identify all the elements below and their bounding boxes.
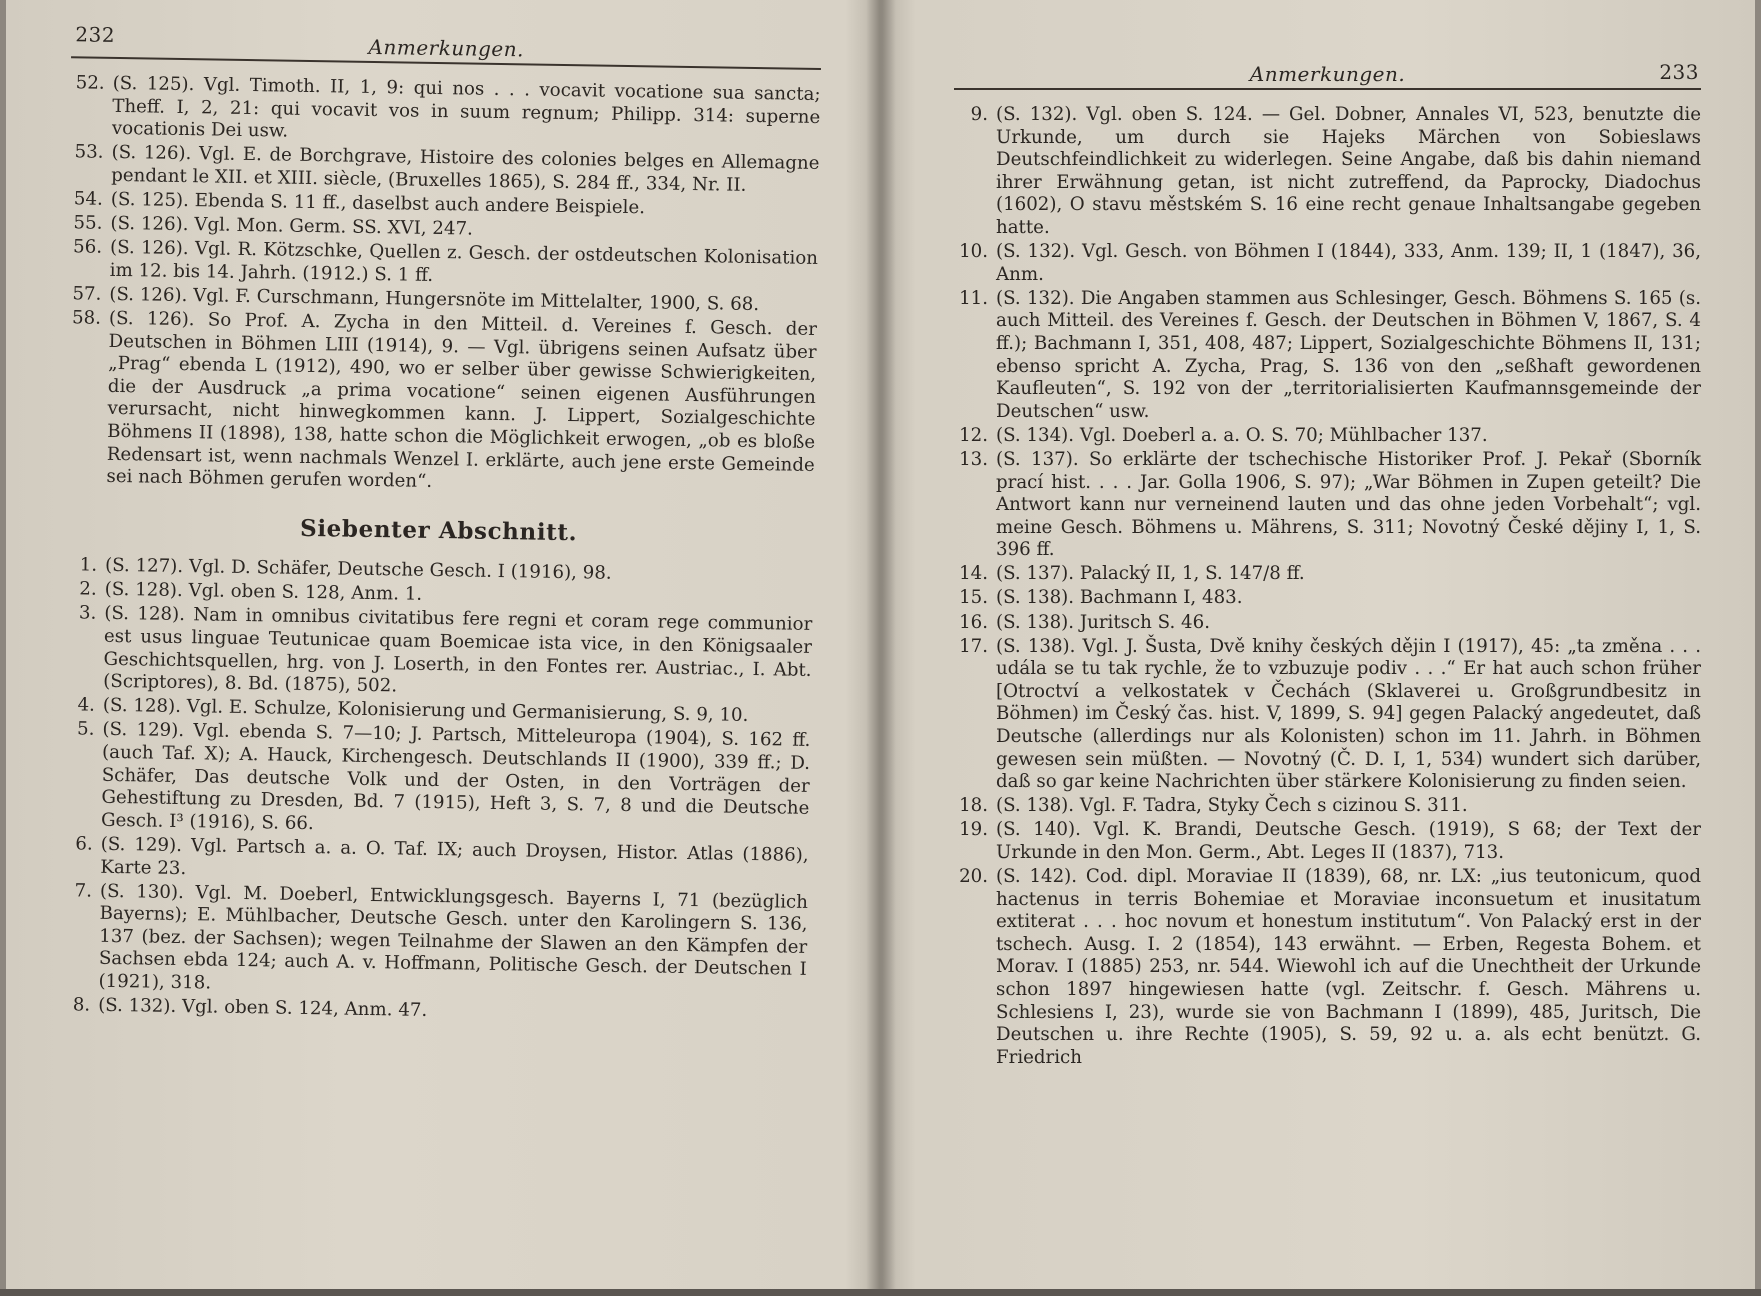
running-title: Anmerkungen.: [1249, 62, 1406, 86]
footnote-text: (S. 142). Cod. dipl. Moraviae II (1839), 68, nr. LX: „ius teutonicum, quod hactenus in terris Bohemiae et Moraviae inconsuetum et inusitatum extiterat . . . hoc novum et honestum institutum“. Von Palacký erst in der tschech. Ausg. I. 2 (1854), 143 erwähnt. — Erben, Regesta Bohem. et Morav. I (1885) 253, nr. 544. Wiewohl ich auf die Unechtheit der Urkunde schon 1897 hingewiesen hatte (vgl. Zeitschr. f. Gesch. Mährens u. Schlesiens I, 23), wurde sie von Bachmann I (1899), 485, Juritsch, Die Deutschen u. ihre Rechte (1905), S. 59, 92 u. a. als echt benützt. G. Friedrich: [996, 866, 1701, 1068]
footnote-number: 19.: [959, 819, 988, 841]
section-heading: Siebenter Abschnitt.: [299, 514, 578, 546]
footnote-text: (S. 138). Vgl. J. Šusta, Dvě knihy českých dějin I (1917), 45: „ta změna . . . udála se tu tak rychle, že to vzbuzuje podiv . . .“ Er hat auch schon früher [Otroctví a velkostatek v Čechách (Sklaverei u. Großgrundbesitz in Böhmen) im Český čas. hist. V, 1899, S. 94] gegen Palacký angedeutet, daß Deutsche (allerdings nur als Kolonisten) schon im 11. Jahrh. in Böhmen gewesen sein müßten. — Novotný (Č. D. I, 1, 534) wundert sich darüber, daß so gar keine Nachrichten über stärkere Kolonisierung zu finden seien.: [996, 635, 1701, 793]
footnote-text: (S. 138). Juritsch S. 46.: [996, 611, 1210, 633]
footnote: [954, 104, 1701, 240]
footnote-number: 58.: [71, 307, 102, 329]
notes-list: [954, 104, 1701, 1069]
footnote: [954, 866, 1701, 1069]
footnote-number: 20.: [959, 866, 988, 888]
footnote: [954, 425, 1701, 448]
footnote-text: (S. 138). Vgl. F. Tadra, Styky Čech s cizinou S. 311.: [996, 795, 1468, 817]
page-number: 232: [75, 22, 116, 47]
footnote-number: 15.: [959, 587, 988, 609]
footnote-text: (S. 128). Vgl. E. Schulze, Kolonisierung und Germanisierung, S. 9, 10.: [102, 695, 749, 727]
footnote: [954, 612, 1701, 635]
footnote-text: (S. 137). Palacký II, 1, S. 147/8 ff.: [996, 563, 1305, 585]
footnote-number: 57.: [72, 283, 102, 305]
footnote-text: (S. 125). Ebenda S. 11 ff., daselbst auch andere Beispiele.: [110, 188, 646, 219]
footnote-number: 2.: [79, 578, 97, 601]
footnote-text: (S. 137). So erklärte der tschechische Historiker Prof. J. Pekař (Sborník prací hist. . . . Jar. Golla 1906, S. 97); „War Böhmen in Zupen geteilt? Die Antwort kann nur verneinend lauten und das ohne jeden Vorbehalt“; vgl. meine Gesch. Böhmens u. Mährens, S. 311; Novotný České dějiny I, 1, S. 396 ff.: [996, 448, 1701, 561]
footnote-number: 55.: [73, 212, 103, 234]
notes-list: [64, 72, 820, 499]
footnote-text: (S. 130). Vgl. M. Doeberl, Entwicklungsgesch. Bayerns I, 71 (bezüglich Bayerns); E. Mühlbacher, Deutsche Gesch. unter den Karolingern S. 136, 137 (bez. der Sachsen); wegen Teilnahme der Slawen an den Kämpfen der Sachsen ebda 124; auch A. v. Hoffmann, Politische Gesch. der Deutschen I (1921), 318.: [98, 880, 809, 994]
footnote-number: 9.: [970, 104, 988, 125]
footnote: [954, 288, 1701, 424]
footnote-text: (S. 132). Vgl. oben S. 124, Anm. 47.: [98, 994, 428, 1021]
footnote-text: (S. 138). Bachmann I, 483.: [996, 587, 1243, 609]
footnote-number: 8.: [72, 994, 91, 1016]
footnote: [64, 307, 817, 500]
footnote: [954, 795, 1701, 818]
footnote-number: 16.: [959, 611, 988, 633]
notes-block: [954, 104, 1701, 1069]
footnote-text: (S. 126). Vgl. R. Kötzschke, Quellen z. Gesch. der ostdeutschen Kolonisation im 12. bis 14. Jahrh. (1912.) S. 1 ff.: [109, 237, 819, 286]
footnote-text: (S. 128). Nam in omnibus civitatibus fere regni et coram rege communior est usus linguae Teutunicae quam Boemicae ista vice, in den Königsaaler Geschichtsquellen, hrg. von J. Loserth, in den Fontes rer. Austriac., I. Abt. (Scriptores), 8. Bd. (1875), 502.: [103, 603, 813, 697]
footnote-number: 3.: [78, 602, 97, 625]
footnote-text: (S. 129). Vgl. Partsch a. a. O. Taf. IX; auch Droysen, Histor. Atlas (1886), Karte 23.: [100, 833, 809, 879]
footnote: [954, 636, 1701, 794]
footnote-text: (S. 140). Vgl. K. Brandi, Deutsche Gesch. (1919), S 68; der Text der Urkunde in den Mon. Germ., Abt. Leges II (1837), 713.: [996, 819, 1701, 863]
footnote-text: (S. 132). Vgl. Gesch. von Böhmen I (1844), 333, Anm. 139; II, 1 (1847), 36, Anm.: [996, 241, 1701, 285]
footnote: [70, 72, 821, 152]
page-number: 233: [1659, 60, 1699, 84]
right-running-head: [954, 48, 1701, 88]
footnote-number: 53.: [74, 141, 104, 164]
footnote-number: 52.: [75, 72, 105, 94]
footnote-number: 10.: [959, 241, 988, 263]
footnote-text: (S. 134). Vgl. Doeberl a. a. O. S. 70; Mühlbacher 137.: [996, 424, 1488, 446]
right-page: [880, 0, 1761, 1289]
notes-list: [56, 554, 813, 1028]
footnote-number: 17.: [959, 635, 988, 657]
footnote-text: (S. 126). Vgl. F. Curschmann, Hungersnöte im Mittelalter, 1900, S. 68.: [109, 283, 760, 315]
running-title: Anmerkungen.: [368, 34, 525, 62]
footnote-text: (S. 132). Die Angaben stammen aus Schlesinger, Gesch. Böhmens S. 165 (s. auch Mitteil. des Vereines f. Gesch. der Deutschen in Böhmen V, 1867, S. 4 ff.); Bachmann I, 351, 408, 487; Lippert, Sozialgeschichte Böhmens II, 131; ebenso spricht A. Zycha, Prag, S. 136 von den „seßhaft gewordenen Kaufleuten“, S. 192 von der „territorialisierten Kaufmannsgemeinde der Deutschen“ usw.: [996, 287, 1701, 422]
footnote-number: 11.: [959, 287, 988, 309]
footnote: [59, 719, 811, 844]
left-running-head: [71, 16, 822, 68]
footnote-text: (S. 126). So Prof. A. Zycha in den Mitteil. d. Vereines f. Gesch. der Deutschen in Böhmen LIII (1914), 9. — Vgl. übrigens seinen Aufsatz über „Prag“ ebenda L (1912), 490, wo er selber über gewisse Schwierigkeiten, die der Ausdruck „a prima vocatione“ seinen eigenen Ausführungen verursacht, nicht hinwegkommen kann. J. Lippert, Sozialgeschichte Böhmens II (1898), 138, hatte schon die Möglichkeit erwogen, „ob es bloße Redensart ist, wenn nachmals Wenzel I. erklärte, auch jene erste Gemeinde sei nach Böhmen gerufen worden“.: [106, 307, 818, 493]
footnote-number: 14.: [959, 563, 988, 585]
footnote-number: 54.: [73, 188, 103, 210]
footnote-text: (S. 126). Vgl. E. de Borchgrave, Histoire des colonies belges en Allemagne pendant le XII. et XIII. siècle, (Bruxelles 1865), S. 284 ff., 334, Nr. II.: [111, 142, 820, 196]
footnote-text: (S. 126). Vgl. Mon. Germ. SS. XVI, 247.: [110, 212, 474, 240]
footnote-text: (S. 128). Vgl. oben S. 128, Anm. 1.: [104, 579, 423, 606]
footnote: [954, 563, 1701, 586]
footnote: [954, 587, 1701, 610]
footnote: [61, 603, 812, 705]
footnote-number: 13.: [959, 448, 988, 470]
footnote-number: 7.: [74, 879, 93, 902]
footnote: [954, 819, 1701, 864]
footnote-number: 6.: [75, 833, 93, 855]
footnote-text: (S. 129). Vgl. ebenda S. 7—10; J. Partsch, Mitteleuropa (1904), S. 162 ff. (auch Taf. X); A. Hauck, Kirchengesch. Deutschlands II (1900), 339 ff.; D. Schäfer, Das deutsche Volk und der Osten, in den Vorträgen der Gehestiftung zu Dresden, Bd. 7 (1915), Heft 3, S. 7, 8 und die Deutsche Gesch. I³ (1916), S. 66.: [100, 719, 811, 834]
notes-block: [56, 72, 821, 1028]
footnote: [56, 880, 808, 1005]
left-page: [0, 0, 880, 1296]
footnote-number: 56.: [72, 236, 103, 258]
footnote-number: 4.: [77, 694, 96, 717]
footnote: [954, 449, 1701, 562]
header-rule: [954, 88, 1701, 90]
footnote-text: (S. 127). Vgl. D. Schäfer, Deutsche Gesch. I (1916), 98.: [104, 555, 612, 585]
footnote-number: 5.: [76, 718, 95, 741]
footnote-number: 18.: [959, 795, 988, 817]
footnote: [954, 241, 1701, 286]
footnote-text: (S. 132). Vgl. oben S. 124. — Gel. Dobner, Annales VI, 523, benutzte die Urkunde, um durch sie Hajeks Märchen von Sobieslaws Deutschfeindlichkeit zu widerlegen. Seine Angabe, daß bis dahin niemand ihrer Erwähnung getan, ist nicht zutreffend, da Paprocky, Diadochus (1602), O stavu městském S. 16 eine recht genaue Inhaltsangabe gegeben hatte.: [996, 104, 1701, 238]
footnote-text: (S. 125). Vgl. Timoth. II, 1, 9: qui nos . . . vocavit vocatione sua sancta; Theff. I, 2, 21: qui vocavit vos in suum regnum; Philipp. 314: superne vocationis Dei usw.: [111, 72, 821, 142]
footnote-number: 1.: [79, 554, 98, 576]
footnote-number: 12.: [959, 424, 988, 446]
